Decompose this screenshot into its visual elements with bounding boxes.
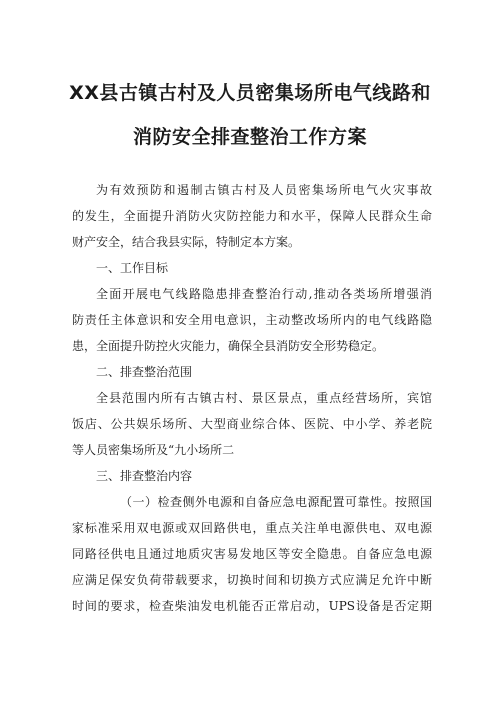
intro-line-3: 财产安全，结合我县实际，特制定本方案。: [72, 235, 301, 249]
title-line-1: XX县古镇古村及人员密集场所电气线路和: [69, 82, 431, 104]
title-line-2: 消防安全排查整治工作方案: [132, 126, 367, 148]
section1-line-3: 患，全面提升防控火灾能力，确保全县消防安全形势稳定。: [72, 339, 385, 353]
section2-line-1: 全县范围内所有古镇古村、景区景点，重点经营场所，宾馆: [96, 391, 432, 405]
section2-heading: 二、排查整治范围: [96, 365, 193, 379]
section3-line-5: 时间的要求，检查柴油发电机能否正常启动，UPS设备是否定期: [72, 599, 432, 613]
section3-line-4: 应满足保安负荷带载要求，切换时间和切换方式应满足允许中断: [72, 573, 432, 587]
intro-line-2: 的发生，全面提升消防火灾防控能力和水平，保障人民群众生命: [72, 209, 432, 223]
section3-line-3: 同路径供电且通过地质灾害易发地区等安全隐患。自备应急电源: [72, 547, 432, 561]
section3-heading: 三、排查整治内容: [96, 469, 193, 483]
section3-line-2: 家标准采用双电源或双回路供电，重点关注单电源供电、双电源: [72, 521, 432, 535]
section2-line-2: 饭店、公共娱乐场所、大型商业综合体、医院、中小学、养老院: [72, 417, 432, 431]
intro-line-1: 为有效预防和遏制古镇古村及人员密集场所电气火灾事故: [96, 183, 432, 197]
section2-line-3: 等人员密集场所及“九小场所二: [72, 443, 235, 457]
section1-heading: 一、工作目标: [96, 261, 169, 275]
section3-line-1: （一）检查侧外电源和自备应急电源配置可靠性。按照国: [120, 495, 432, 509]
section1-line-1: 全面开展电气线路隐患排查整治行动,推动各类场所增强消: [96, 287, 432, 301]
section1-line-2: 防责任主体意识和安全用电意识，主动整改场所内的电气线路隐: [72, 313, 432, 327]
